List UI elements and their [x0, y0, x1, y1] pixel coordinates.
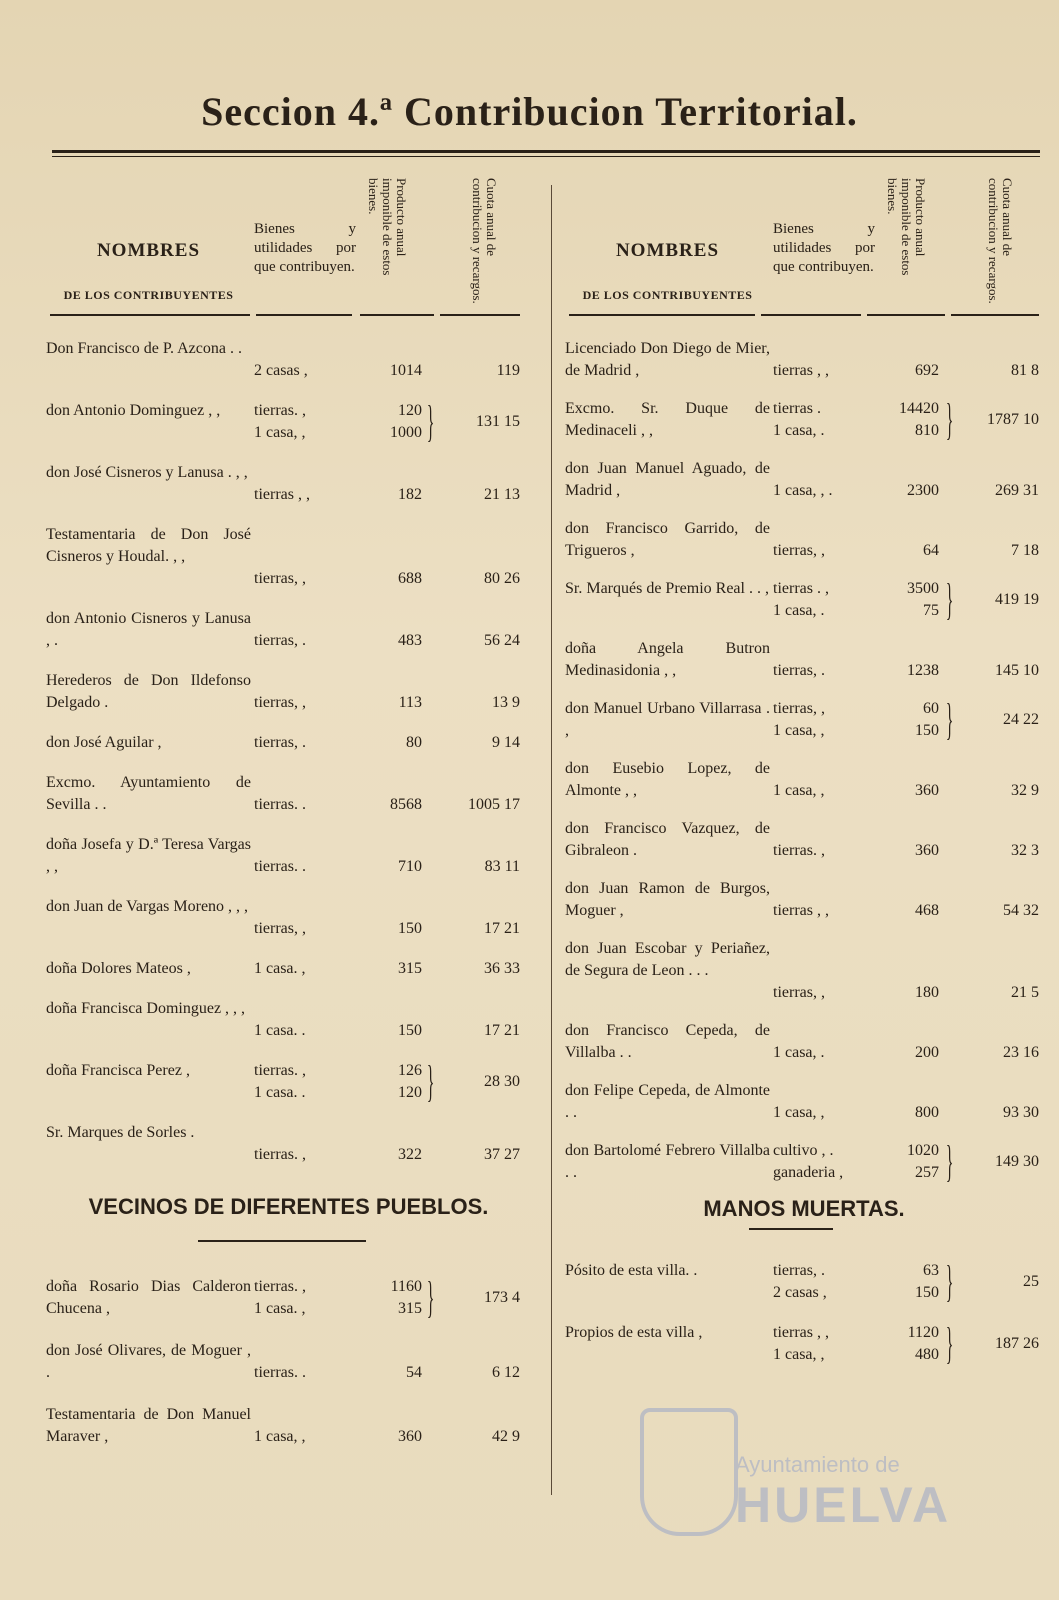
cuota-cell: 269 31 [995, 482, 1039, 499]
header-rule [360, 314, 434, 316]
bienes-cell: 1 casa, , . [773, 482, 833, 499]
cuota-cell: 93 30 [1003, 1104, 1039, 1121]
header-rule [50, 314, 250, 316]
table-row [565, 695, 1043, 744]
producto-cell: 126 120 [398, 1062, 422, 1101]
contributor-name: don Francisco Vazquez, de Gibraleon . [565, 820, 770, 859]
right-header [565, 170, 1043, 318]
producto-cell: 1120 480 [907, 1324, 939, 1363]
table-row [565, 575, 1043, 624]
table-row [565, 518, 1043, 562]
contributor-name: Pósito de esta villa. . [565, 1262, 698, 1279]
table-row [565, 818, 1043, 862]
manos-title: MANOS MUERTAS. [703, 1196, 905, 1221]
left-column [46, 170, 531, 1445]
bienes-cell: 1 casa, , [254, 1428, 306, 1445]
cuota-cell: 32 9 [1011, 782, 1039, 799]
table-row [46, 462, 531, 506]
brace-mark: } [426, 1057, 435, 1106]
cuota-cell: 6 12 [492, 1364, 520, 1381]
brace-mark: } [426, 397, 435, 446]
contributor-name: don Juan de Vargas Moreno , , , [46, 898, 249, 915]
table-row [46, 896, 531, 940]
contributor-name: doña Francisca Dominguez , , , [46, 1000, 246, 1017]
producto-cell: 60 150 [915, 700, 939, 739]
table-row [565, 1020, 1043, 1064]
contributor-name: Licenciado Don Diego de Mier, de Madrid , [565, 340, 770, 379]
table-row [565, 758, 1043, 802]
producto-cell: 14420 810 [899, 400, 939, 439]
cuota-cell: 42 9 [492, 1428, 520, 1445]
watermark-line1: Ayuntamiento de [735, 1452, 900, 1477]
cuota-cell: 24 22 [1003, 711, 1039, 728]
table-row [46, 834, 531, 878]
contributor-name: don Antonio Dominguez , , [46, 402, 221, 419]
table-row [565, 1137, 1043, 1186]
cuota-cell: 17 21 [484, 1022, 520, 1039]
producto-cell: 1238 [907, 662, 939, 679]
table-row [565, 395, 1043, 444]
table-row [46, 958, 531, 980]
contributor-name: Testamentaria de Don José Cisneros y Houdal. , , [46, 526, 251, 565]
contributor-name: doña Francisca Perez , [46, 1062, 190, 1079]
watermark [640, 1400, 960, 1540]
producto-cell: 688 [398, 570, 422, 587]
bienes-cell: tierras , , 1 casa, , [773, 1324, 829, 1363]
table-row [565, 1319, 1043, 1368]
producto-cell: 710 [398, 858, 422, 875]
bienes-cell: tierras. , [254, 1146, 306, 1163]
cuota-cell: 21 5 [1011, 984, 1039, 1001]
vecinos-rows [46, 1273, 531, 1468]
header-bienes: Bienes y utilidades por que contribuyen. [773, 221, 875, 275]
producto-cell: 315 [398, 960, 422, 977]
cuota-cell: 80 26 [484, 570, 520, 587]
bienes-cell: tierras. . [254, 796, 306, 813]
table-row [565, 338, 1043, 382]
cuota-cell: 419 19 [995, 591, 1039, 608]
cuota-cell: 149 30 [995, 1153, 1039, 1170]
contributor-name: doña Angela Butron Medinasidonia , , [565, 640, 770, 679]
table-row [565, 878, 1043, 922]
contributor-name: don Francisco Cepeda, de Villalba . . [565, 1022, 770, 1061]
bienes-cell: tierras, , [254, 694, 306, 711]
table-row [46, 1340, 531, 1384]
cuota-cell: 32 3 [1011, 842, 1039, 859]
producto-cell: 80 [406, 734, 422, 751]
cuota-cell: 173 4 [484, 1289, 520, 1306]
header-de-los: DE LOS CONTRIBUYENTES [582, 288, 753, 302]
contributor-name: doña Josefa y D.ª Teresa Vargas , , [46, 836, 251, 875]
producto-cell: 360 [915, 842, 939, 859]
cuota-cell: 145 10 [995, 662, 1039, 679]
producto-cell: 692 [915, 362, 939, 379]
producto-cell: 468 [915, 902, 939, 919]
watermark-line2: HUELVA [735, 1477, 952, 1533]
cuota-cell: 131 15 [476, 413, 520, 430]
bienes-cell: tierras, . [254, 632, 306, 649]
cuota-cell: 54 32 [1003, 902, 1039, 919]
header-bienes: Bienes y utilidades por que contribuyen. [254, 221, 356, 275]
contributor-name: Testamentaria de Don Manuel Maraver , [46, 1406, 251, 1445]
left-header [46, 170, 531, 318]
table-row [46, 1057, 531, 1106]
cuota-cell: 81 8 [1011, 362, 1039, 379]
bienes-cell: tierras, , [773, 984, 825, 1001]
manos-rule [749, 1228, 833, 1230]
table-row [46, 397, 531, 446]
cuota-cell: 23 16 [1003, 1044, 1039, 1061]
contributor-name: don Juan Manuel Aguado, de Madrid , [565, 460, 770, 499]
bienes-cell: tierras, , 1 casa, , [773, 700, 825, 739]
header-producto: Producto anual imponible de estos bienes. [885, 178, 928, 276]
table-row [46, 608, 531, 652]
producto-cell: 120 1000 [390, 402, 422, 441]
table-row [565, 1080, 1043, 1124]
header-cuota: Cuota anual de contribucion y recargos. [470, 178, 499, 304]
cuota-cell: 13 9 [492, 694, 520, 711]
bienes-cell: tierras . , 1 casa, . [773, 580, 829, 619]
bienes-cell: 1 casa. , [254, 960, 306, 977]
header-rule [761, 314, 861, 316]
producto-cell: 182 [398, 486, 422, 503]
table-row [46, 1273, 531, 1322]
contributor-name: don Felipe Cepeda, de Almonte . . [565, 1082, 770, 1121]
bienes-cell: 1 casa, , [773, 782, 825, 799]
contributor-name: doña Dolores Mateos , [46, 960, 191, 977]
table-row [46, 524, 531, 590]
producto-cell: 360 [398, 1428, 422, 1445]
cuota-cell: 83 11 [484, 858, 520, 875]
header-rule [867, 314, 945, 316]
bienes-cell: tierras, , [773, 542, 825, 559]
producto-cell: 113 [398, 694, 422, 711]
producto-cell: 1160 315 [390, 1278, 422, 1317]
contributor-name: doña Rosario Dias Calderon Chucena , [46, 1278, 251, 1317]
contributor-name: don José Cisneros y Lanusa . , , [46, 464, 248, 481]
bienes-cell: tierras , , [773, 362, 829, 379]
bienes-cell: tierras. , 1 casa. . [254, 1062, 306, 1101]
table-row [46, 1122, 531, 1166]
producto-cell: 63 150 [915, 1262, 939, 1301]
table-row [46, 1404, 531, 1448]
header-nombres: NOMBRES [96, 240, 201, 261]
producto-cell: 54 [406, 1364, 422, 1381]
bienes-cell: tierras. . [254, 858, 306, 875]
title-rule-thin [52, 156, 1040, 157]
producto-cell: 180 [915, 984, 939, 1001]
brace-mark: } [945, 695, 954, 744]
table-row [565, 458, 1043, 502]
table-row [46, 670, 531, 714]
header-cuota: Cuota anual de contribucion y recargos. [986, 178, 1015, 304]
contributor-name: Excmo. Ayuntamiento de Sevilla . . [46, 774, 251, 813]
brace-mark: } [945, 1137, 954, 1186]
cuota-cell: 21 13 [484, 486, 520, 503]
contributor-name: don Manuel Urbano Villarrasa . , [565, 700, 770, 739]
producto-cell: 150 [398, 1022, 422, 1039]
title-rule [52, 150, 1040, 153]
contributor-name: don Eusebio Lopez, de Almonte , , [565, 760, 770, 799]
contributor-name: don José Olivares, de Moguer , . [46, 1342, 251, 1381]
column-divider [551, 185, 552, 1495]
table-row [46, 732, 531, 754]
header-rule [256, 314, 352, 316]
cuota-cell: 9 14 [492, 734, 520, 751]
table-row [565, 638, 1043, 682]
brace-mark: } [945, 1257, 954, 1306]
cuota-cell: 36 33 [484, 960, 520, 977]
producto-cell: 360 [915, 782, 939, 799]
brace-mark: } [426, 1273, 435, 1322]
cuota-cell: 25 [1023, 1273, 1039, 1290]
table-row [46, 772, 531, 816]
left-rows [46, 338, 531, 1184]
header-rule [440, 314, 520, 316]
bienes-cell: cultivo , . ganaderia , [773, 1142, 844, 1181]
right-column [565, 170, 1043, 1368]
contributor-name: don Bartolomé Febrero Villalba . . [565, 1142, 770, 1181]
producto-cell: 200 [915, 1044, 939, 1061]
contributor-name: Propios de esta villa , [565, 1324, 703, 1341]
vecinos-title: VECINOS DE DIFERENTES PUEBLOS. [88, 1194, 489, 1219]
bienes-cell: 2 casas , [254, 362, 308, 379]
cuota-cell: 187 26 [995, 1335, 1039, 1352]
bienes-cell: tierras. , 1 casa. , [254, 1278, 306, 1317]
contributor-name: don Juan Escobar y Periañez, de Segura de Leon . . . [565, 940, 770, 979]
producto-cell: 800 [915, 1104, 939, 1121]
brace-mark: } [945, 1319, 954, 1368]
contributor-name: Excmo. Sr. Duque de Medinaceli , , [565, 400, 770, 439]
table-row [46, 998, 531, 1042]
bienes-cell: 1 casa, . [773, 1044, 825, 1061]
bienes-cell: tierras. , [773, 842, 825, 859]
brace-mark: } [945, 395, 954, 444]
cuota-cell: 17 21 [484, 920, 520, 937]
bienes-cell: tierras . 1 casa, . [773, 400, 825, 439]
cuota-cell: 1787 10 [987, 411, 1039, 428]
bienes-cell: tierras , , [254, 486, 310, 503]
producto-cell: 1014 [390, 362, 422, 379]
page-title: Seccion 4.ª Contribucion Territorial. [201, 89, 858, 134]
bienes-cell: tierras, . 2 casas , [773, 1262, 827, 1301]
header-nombres: NOMBRES [615, 240, 720, 261]
right-rows [565, 338, 1043, 1200]
producto-cell: 1020 257 [907, 1142, 939, 1181]
cuota-cell: 119 [496, 362, 520, 379]
brace-mark: } [945, 575, 954, 624]
bienes-cell: tierras, , [254, 570, 306, 587]
contributor-name: don Antonio Cisneros y Lanusa , . [46, 610, 251, 649]
producto-cell: 150 [398, 920, 422, 937]
bienes-cell: tierras, , [254, 920, 306, 937]
table-row [565, 1257, 1043, 1306]
bienes-cell: tierras. . [254, 1364, 306, 1381]
contributor-name: Sr. Marqués de Premio Real . . , [565, 580, 769, 597]
producto-cell: 8568 [390, 796, 422, 813]
bienes-cell: 1 casa. . [254, 1022, 306, 1039]
cuota-cell: 37 27 [484, 1146, 520, 1163]
header-de-los: DE LOS CONTRIBUYENTES [63, 288, 234, 302]
cuota-cell: 28 30 [484, 1073, 520, 1090]
seal-icon [640, 1408, 738, 1536]
manos-rows [565, 1257, 1043, 1384]
contributor-name: Sr. Marques de Sorles . [46, 1124, 195, 1141]
contributor-name: Herederos de Don Ildefonso Delgado . [46, 672, 251, 711]
header-rule [569, 314, 755, 316]
bienes-cell: tierras, . [773, 662, 825, 679]
header-producto: Producto anual imponible de estos bienes. [366, 178, 409, 276]
cuota-cell: 1005 17 [468, 796, 520, 813]
producto-cell: 3500 75 [907, 580, 939, 619]
cuota-cell: 56 24 [484, 632, 520, 649]
contributor-name: don Francisco Garrido, de Trigueros , [565, 520, 770, 559]
bienes-cell: tierras. , 1 casa, , [254, 402, 306, 441]
vecinos-rule [198, 1240, 366, 1242]
producto-cell: 64 [923, 542, 939, 559]
producto-cell: 483 [398, 632, 422, 649]
producto-cell: 322 [398, 1146, 422, 1163]
contributor-name: don José Aguilar , [46, 734, 162, 751]
cuota-cell: 7 18 [1011, 542, 1039, 559]
producto-cell: 2300 [907, 482, 939, 499]
bienes-cell: tierras , , [773, 902, 829, 919]
table-row [565, 938, 1043, 1004]
contributor-name: Don Francisco de P. Azcona . . [46, 340, 242, 357]
bienes-cell: 1 casa, , [773, 1104, 825, 1121]
table-row [46, 338, 531, 382]
header-rule [951, 314, 1039, 316]
bienes-cell: tierras, . [254, 734, 306, 751]
contributor-name: don Juan Ramon de Burgos, Moguer , [565, 880, 770, 919]
